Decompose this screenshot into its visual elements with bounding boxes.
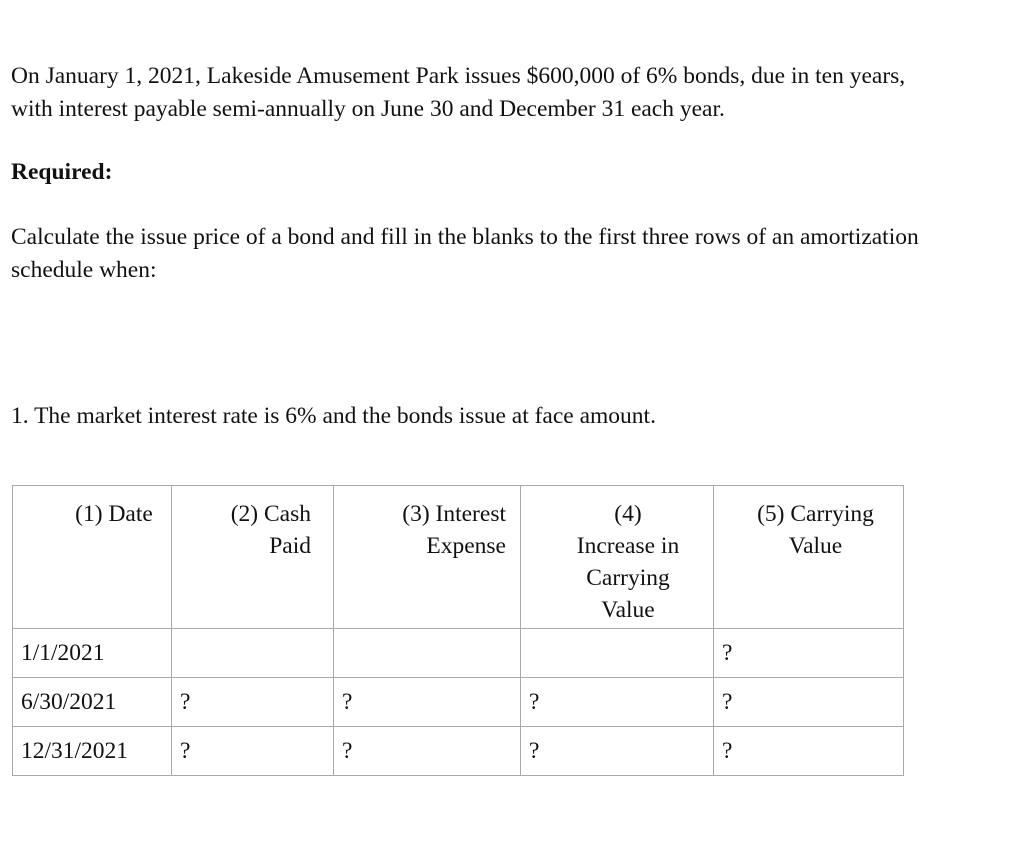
question-text: 1. The market interest rate is 6% and the bonds issue at face amount. [11, 403, 656, 429]
cell-carrying-value[interactable]: ? [714, 727, 904, 776]
intro-line-2: with interest payable semi-annually on June 30 and December 31 each year. [11, 96, 725, 122]
amortization-table [12, 485, 904, 776]
cell-date: 12/31/2021 [13, 727, 172, 776]
cell-interest-expense[interactable] [334, 629, 521, 678]
required-heading: Required: [11, 159, 113, 185]
instruction-line-2: schedule when: [11, 257, 157, 283]
header-interest-expense: (3) Interest Expense [334, 486, 521, 629]
cell-interest-expense[interactable]: ? [334, 678, 521, 727]
instruction-line-1: Calculate the issue price of a bond and fill in the blanks to the first three rows of an amortization [11, 224, 919, 250]
cell-carrying-value[interactable]: ? [714, 678, 904, 727]
table-row [13, 629, 904, 678]
instruction-text [11, 221, 919, 287]
header-increase-carrying-value: (4) Increase in Carrying Value [521, 486, 714, 629]
table-row [13, 727, 904, 776]
problem-statement [11, 60, 905, 126]
header-cash-paid: (2) Cash Paid [172, 486, 334, 629]
cell-date: 1/1/2021 [13, 629, 172, 678]
table-row [13, 678, 904, 727]
cell-cash-paid[interactable] [172, 629, 334, 678]
cell-cash-paid[interactable]: ? [172, 678, 334, 727]
intro-line-1: On January 1, 2021, Lakeside Amusement Park issues $600,000 of 6% bonds, due in ten years, [11, 63, 906, 89]
cell-increase-carrying-value[interactable]: ? [521, 727, 714, 776]
table-header-row [13, 486, 904, 629]
header-date: (1) Date [13, 486, 172, 629]
header-carrying-value: (5) Carrying Value [714, 486, 904, 629]
cell-carrying-value[interactable]: ? [714, 629, 904, 678]
cell-increase-carrying-value[interactable] [521, 629, 714, 678]
cell-date: 6/30/2021 [13, 678, 172, 727]
cell-cash-paid[interactable]: ? [172, 727, 334, 776]
cell-increase-carrying-value[interactable]: ? [521, 678, 714, 727]
cell-interest-expense[interactable]: ? [334, 727, 521, 776]
